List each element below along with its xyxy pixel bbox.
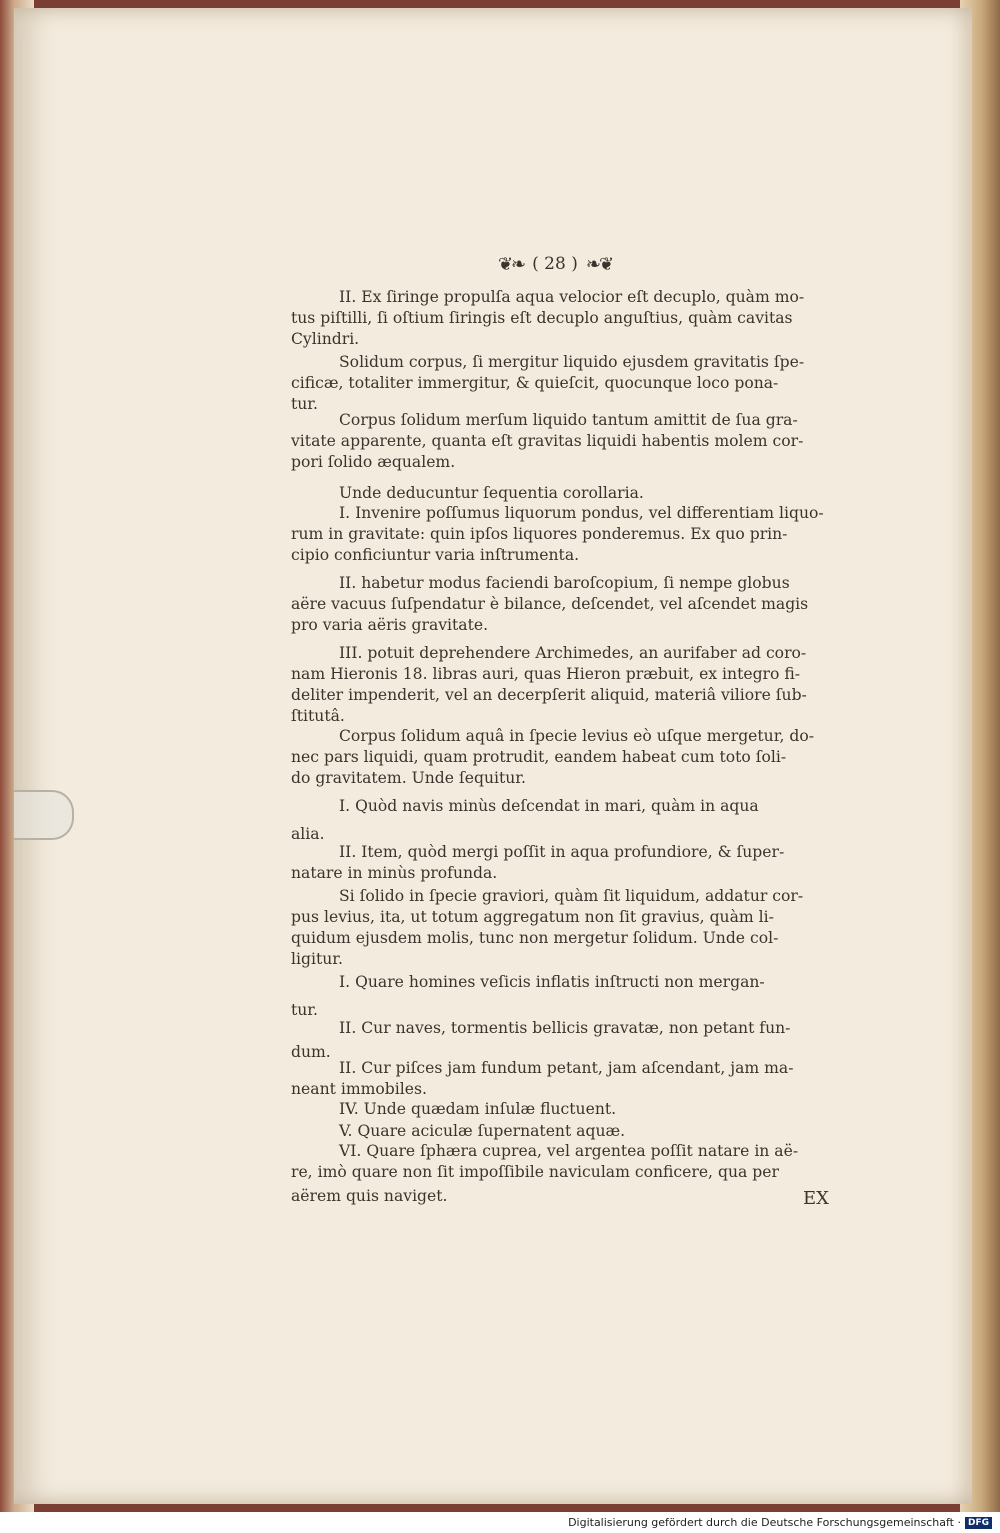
text-line: pori ſolido æqualem.: [291, 453, 456, 471]
text-line: neant immobiles.: [291, 1080, 427, 1098]
text-line: II. Cur piſces jam fundum petant, jam aſcendant, jam ma-: [339, 1059, 794, 1077]
text-line: re, imò quare non ſit impoſſibile naviculam conficere, qua per: [291, 1163, 779, 1181]
text-line: IV. Unde quædam inſulæ fluctuent.: [339, 1100, 617, 1118]
text-line: I. Invenire poſſumus liquorum pondus, vel differentiam liquo-: [339, 504, 824, 522]
left-ornament-icon: ❦❧: [497, 253, 525, 275]
text-line: II. Ex ſiringe propulſa aqua velocior eſt decuplo, quàm mo-: [339, 288, 805, 306]
text-line: ſtitutâ.: [291, 707, 345, 725]
catchword: EX: [803, 1188, 829, 1209]
text-line: Si ſolido in ſpecie graviori, quàm ſit liquidum, addatur cor-: [339, 887, 804, 905]
text-line: Unde deducuntur ſequentia corollaria.: [339, 484, 644, 502]
text-line: natare in minùs profunda.: [291, 864, 498, 882]
text-line: quidum ejusdem molis, tunc non mergetur ſolidum. Unde col-: [291, 929, 779, 947]
text-line: do gravitatem. Unde ſequitur.: [291, 769, 526, 787]
page-header: [470, 250, 640, 278]
text-line: V. Quare aciculæ ſupernatent aquæ.: [339, 1122, 626, 1140]
text-line: Corpus ſolidum aquâ in ſpecie levius eò uſque mergetur, do-: [339, 727, 815, 745]
text-line: dum.: [291, 1043, 331, 1061]
paper-clip: [14, 790, 74, 840]
text-line: cificæ, totaliter immergitur, & quieſcit, quocunque loco pona-: [291, 374, 779, 392]
text-line: tus piſtilli, ſi oſtium ſiringis eſt decuplo anguſtius, quàm cavitas: [291, 309, 793, 327]
text-line: nec pars liquidi, quam protrudit, eandem habeat cum toto ſoli-: [291, 748, 787, 766]
text-line: ligitur.: [291, 950, 343, 968]
text-line: VI. Quare ſphæra cuprea, vel argentea poſſit natare in aë-: [339, 1142, 799, 1160]
text-line: II. Item, quòd mergi poſſit in aqua profundiore, & ſuper-: [339, 843, 785, 861]
text-line: aërem quis naviget.: [291, 1187, 448, 1205]
text-line: rum in gravitate: quin ipſos liquores ponderemus. Ex quo prin-: [291, 525, 788, 543]
text-line: I. Quòd navis minùs deſcendat in mari, quàm in aqua: [339, 797, 759, 815]
page-number: ( 28 ): [532, 254, 578, 274]
dfg-logo: DFG: [965, 1517, 992, 1529]
text-line: II. habetur modus faciendi baroſcopium, ſi nempe globus: [339, 574, 790, 592]
text-line: III. potuit deprehendere Archimedes, an aurifaber ad coro-: [339, 644, 807, 662]
text-line: alia.: [291, 825, 325, 843]
text-line: Corpus ſolidum merſum liquido tantum amittit de ſua gra-: [339, 411, 798, 429]
text-line: tur.: [291, 395, 319, 413]
text-line: tur.: [291, 1001, 319, 1019]
footer-credit: [0, 1512, 1000, 1533]
footer-text: Digitalisierung gefördert durch die Deutsche Forschungsgemeinschaft ·: [568, 1516, 961, 1529]
text-line: I. Quare homines veſicis inflatis inſtructi non mergan-: [339, 973, 765, 991]
right-ornament-icon: ❧❦: [585, 253, 613, 275]
text-line: nam Hieronis 18. libras auri, quas Hieron præbuit, ex integro fi-: [291, 665, 801, 683]
text-line: Solidum corpus, ſi mergitur liquido ejusdem gravitatis ſpe-: [339, 353, 805, 371]
text-line: cipio conficiuntur varia inſtrumenta.: [291, 546, 580, 564]
text-line: pus levius, ita, ut totum aggregatum non ſit gravius, quàm li-: [291, 908, 774, 926]
text-line: II. Cur naves, tormentis bellicis gravatæ, non petant fun-: [339, 1019, 791, 1037]
text-line: vitate apparente, quanta eſt gravitas liquidi habentis molem cor-: [291, 432, 804, 450]
text-line: deliter impenderit, vel an decerpſerit aliquid, materiâ viliore ſub-: [291, 686, 807, 704]
text-line: pro varia aëris gravitate.: [291, 616, 489, 634]
text-line: aëre vacuus ſuſpendatur è bilance, deſcendet, vel aſcendet magis: [291, 595, 809, 613]
text-line: Cylindri.: [291, 330, 360, 348]
